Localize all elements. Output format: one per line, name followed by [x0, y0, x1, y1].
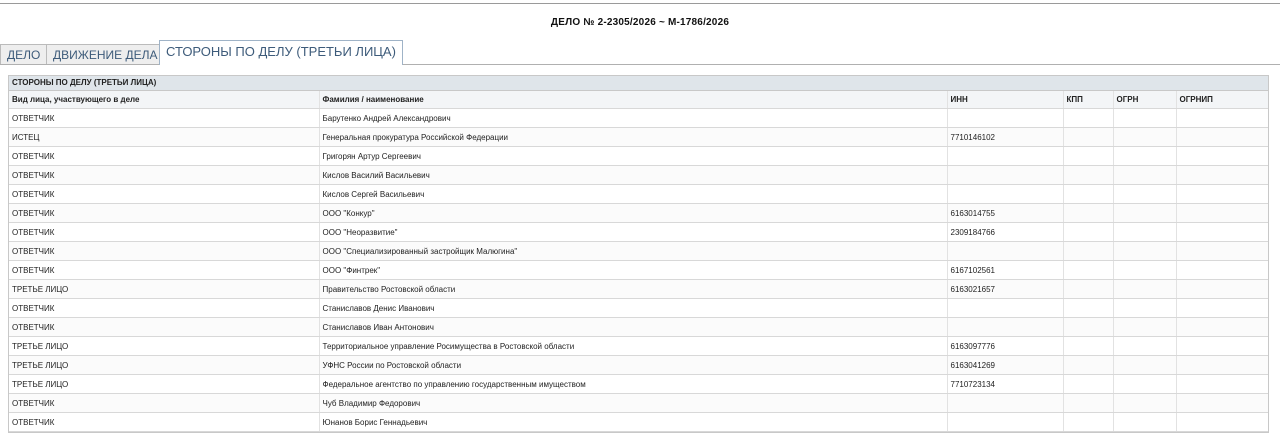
cell-ogrn — [1113, 413, 1176, 432]
cell-name: Территориальное управление Росимущества в Ростовской области — [319, 337, 947, 356]
cell-inn — [947, 185, 1063, 204]
cell-name: Барутенко Андрей Александрович — [319, 109, 947, 128]
cell-name: Станиславов Иван Антонович — [319, 318, 947, 337]
tab-case[interactable]: ДЕЛО — [0, 44, 47, 65]
table-row — [9, 185, 1268, 204]
cell-kpp — [1063, 261, 1113, 280]
parties-table — [9, 91, 1268, 432]
table-row — [9, 413, 1268, 432]
cell-kpp — [1063, 166, 1113, 185]
cell-ogrn — [1113, 204, 1176, 223]
cell-name: ООО "Финтрек" — [319, 261, 947, 280]
cell-inn — [947, 413, 1063, 432]
cell-party-type: ТРЕТЬЕ ЛИЦО — [9, 375, 319, 394]
cell-inn — [947, 299, 1063, 318]
cell-kpp — [1063, 147, 1113, 166]
cell-ogrn — [1113, 261, 1176, 280]
cell-ogrn — [1113, 223, 1176, 242]
cell-inn — [947, 318, 1063, 337]
cell-party-type: ТРЕТЬЕ ЛИЦО — [9, 337, 319, 356]
cell-party-type: ОТВЕТЧИК — [9, 261, 319, 280]
table-row — [9, 109, 1268, 128]
cell-inn — [947, 394, 1063, 413]
cell-kpp — [1063, 109, 1113, 128]
table-row — [9, 147, 1268, 166]
column-header-kpp: КПП — [1063, 91, 1113, 109]
cell-party-type: ОТВЕТЧИК — [9, 299, 319, 318]
cell-ogrn — [1113, 280, 1176, 299]
cell-inn: 6163041269 — [947, 356, 1063, 375]
cell-party-type: ТРЕТЬЕ ЛИЦО — [9, 356, 319, 375]
tab-parties[interactable]: СТОРОНЫ ПО ДЕЛУ (ТРЕТЬИ ЛИЦА) — [159, 40, 403, 65]
cell-ogrnip — [1176, 280, 1268, 299]
table-row — [9, 166, 1268, 185]
cell-name: Генеральная прокуратура Российской Федерации — [319, 128, 947, 147]
cell-name: ООО "Конкур" — [319, 204, 947, 223]
table-header-row — [9, 91, 1268, 109]
cell-kpp — [1063, 242, 1113, 261]
cell-name: Чуб Владимир Федорович — [319, 394, 947, 413]
column-header-party-type: Вид лица, участвующего в деле — [9, 91, 319, 109]
cell-party-type: ОТВЕТЧИК — [9, 242, 319, 261]
cell-ogrnip — [1176, 204, 1268, 223]
cell-ogrn — [1113, 185, 1176, 204]
cell-kpp — [1063, 394, 1113, 413]
tab-bar — [0, 40, 1280, 65]
cell-name: Станиславов Денис Иванович — [319, 299, 947, 318]
cell-party-type: ОТВЕТЧИК — [9, 109, 319, 128]
cell-ogrnip — [1176, 318, 1268, 337]
table-row — [9, 299, 1268, 318]
cell-name: ООО "Неоразвитие" — [319, 223, 947, 242]
cell-ogrnip — [1176, 128, 1268, 147]
cell-inn: 6163014755 — [947, 204, 1063, 223]
table-row — [9, 128, 1268, 147]
cell-inn: 2309184766 — [947, 223, 1063, 242]
cell-ogrn — [1113, 299, 1176, 318]
column-header-inn: ИНН — [947, 91, 1063, 109]
cell-ogrnip — [1176, 147, 1268, 166]
panel-title: СТОРОНЫ ПО ДЕЛУ (ТРЕТЬИ ЛИЦА) — [9, 76, 1268, 91]
cell-kpp — [1063, 204, 1113, 223]
cell-name: Кислов Василий Васильевич — [319, 166, 947, 185]
table-row — [9, 242, 1268, 261]
cell-party-type: ОТВЕТЧИК — [9, 185, 319, 204]
table-row — [9, 261, 1268, 280]
cell-inn: 7710146102 — [947, 128, 1063, 147]
cell-ogrnip — [1176, 109, 1268, 128]
table-row — [9, 223, 1268, 242]
cell-ogrn — [1113, 166, 1176, 185]
cell-ogrnip — [1176, 261, 1268, 280]
cell-name: ООО "Специализированный застройщик Малюгина" — [319, 242, 947, 261]
cell-ogrn — [1113, 337, 1176, 356]
cell-ogrnip — [1176, 375, 1268, 394]
cell-ogrnip — [1176, 394, 1268, 413]
cell-kpp — [1063, 185, 1113, 204]
cell-kpp — [1063, 299, 1113, 318]
cell-party-type: ОТВЕТЧИК — [9, 204, 319, 223]
top-divider — [0, 3, 1280, 4]
cell-kpp — [1063, 375, 1113, 394]
cell-ogrn — [1113, 318, 1176, 337]
cell-name: УФНС России по Ростовской области — [319, 356, 947, 375]
cell-ogrnip — [1176, 299, 1268, 318]
cell-inn — [947, 109, 1063, 128]
cell-ogrn — [1113, 394, 1176, 413]
cell-ogrn — [1113, 147, 1176, 166]
cell-ogrn — [1113, 375, 1176, 394]
cell-party-type: ТРЕТЬЕ ЛИЦО — [9, 280, 319, 299]
cell-inn — [947, 242, 1063, 261]
cell-name: Кислов Сергей Васильевич — [319, 185, 947, 204]
cell-kpp — [1063, 356, 1113, 375]
cell-ogrnip — [1176, 413, 1268, 432]
cell-party-type: ОТВЕТЧИК — [9, 413, 319, 432]
cell-party-type: ОТВЕТЧИК — [9, 394, 319, 413]
cell-kpp — [1063, 337, 1113, 356]
table-row — [9, 394, 1268, 413]
cell-inn: 7710723134 — [947, 375, 1063, 394]
cell-kpp — [1063, 318, 1113, 337]
cell-ogrnip — [1176, 356, 1268, 375]
cell-name: Правительство Ростовской области — [319, 280, 947, 299]
cell-party-type: ОТВЕТЧИК — [9, 147, 319, 166]
column-header-name: Фамилия / наименование — [319, 91, 947, 109]
cell-ogrn — [1113, 356, 1176, 375]
cell-kpp — [1063, 128, 1113, 147]
table-row — [9, 204, 1268, 223]
cell-kpp — [1063, 223, 1113, 242]
column-header-ogrn: ОГРН — [1113, 91, 1176, 109]
cell-ogrnip — [1176, 337, 1268, 356]
cell-inn: 6163021657 — [947, 280, 1063, 299]
cell-ogrnip — [1176, 242, 1268, 261]
cell-name: Григорян Артур Сергеевич — [319, 147, 947, 166]
cell-inn: 6163097776 — [947, 337, 1063, 356]
cell-inn — [947, 147, 1063, 166]
cell-ogrnip — [1176, 166, 1268, 185]
table-row — [9, 280, 1268, 299]
tab-case-movement[interactable]: ДВИЖЕНИЕ ДЕЛА — [46, 44, 164, 65]
cell-name: Федеральное агентство по управлению государственным имуществом — [319, 375, 947, 394]
cell-kpp — [1063, 280, 1113, 299]
case-title: ДЕЛО № 2-2305/2026 ~ М-1786/2026 — [550, 17, 730, 28]
cell-ogrnip — [1176, 185, 1268, 204]
cell-party-type: ОТВЕТЧИК — [9, 223, 319, 242]
table-row — [9, 318, 1268, 337]
cell-party-type: ИСТЕЦ — [9, 128, 319, 147]
cell-party-type: ОТВЕТЧИК — [9, 166, 319, 185]
cell-ogrn — [1113, 242, 1176, 261]
cell-name: Юнанов Борис Геннадьевич — [319, 413, 947, 432]
table-row — [9, 356, 1268, 375]
cell-ogrn — [1113, 128, 1176, 147]
cell-inn: 6167102561 — [947, 261, 1063, 280]
cell-inn — [947, 166, 1063, 185]
table-row — [9, 337, 1268, 356]
parties-panel — [8, 75, 1269, 433]
cell-kpp — [1063, 413, 1113, 432]
table-row — [9, 375, 1268, 394]
cell-ogrn — [1113, 109, 1176, 128]
cell-ogrnip — [1176, 223, 1268, 242]
column-header-ogrnip: ОГРНИП — [1176, 91, 1268, 109]
cell-party-type: ОТВЕТЧИК — [9, 318, 319, 337]
